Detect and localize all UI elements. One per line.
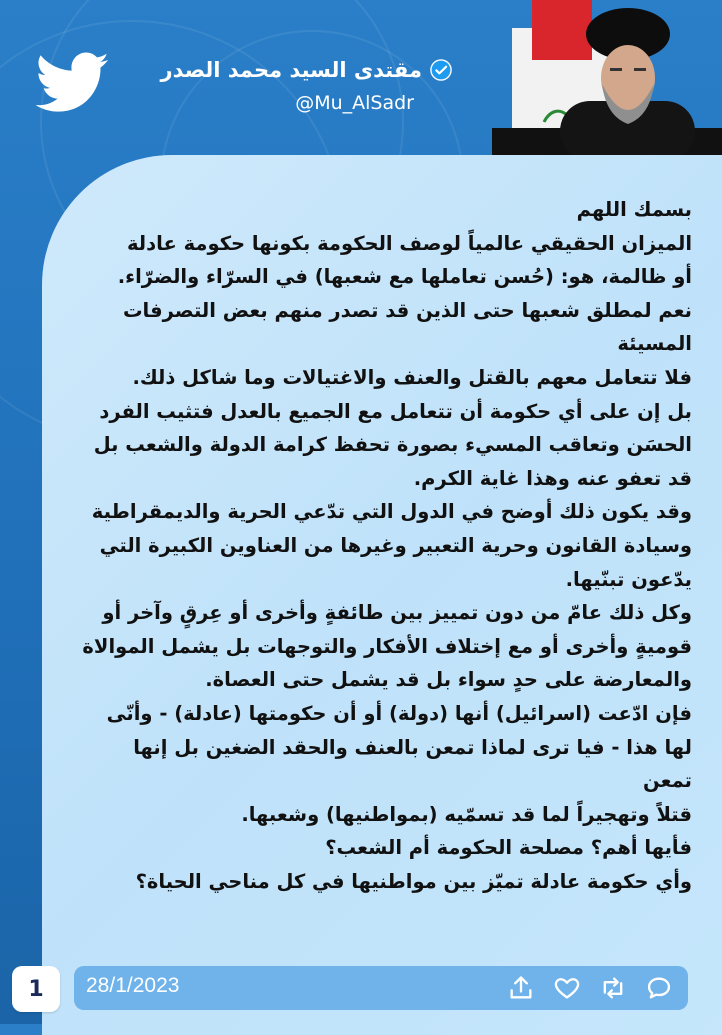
tweet-action-bar bbox=[74, 966, 688, 1010]
profile-name[interactable]: مقتدى السيد محمد الصدر bbox=[160, 58, 422, 82]
profile-photo bbox=[492, 0, 722, 155]
verified-badge-icon bbox=[430, 59, 452, 81]
twitter-bird-icon bbox=[36, 52, 110, 114]
reply-icon[interactable] bbox=[644, 974, 674, 1002]
retweet-icon[interactable] bbox=[598, 974, 628, 1002]
tweet-text: بسمك اللهم الميزان الحقيقي عالمياً لوصف الحكومة بكونها حكومة عادلة أو ظالمة، هو: (حُسن تعاملها مع شعبها) في السرّاء والضرّاء. نعم لمطلق شعبها حتى الذين قد تصدر منهم بعض التصرفات المسيئة فلا تتعامل معهم بالقتل والعنف والاغتيالات وما شاكل ذلك. بل إن على أي حكومة أن تتعامل مع الجميع بالعدل فتثيب الفرد الحسَن وتعاقب المسيء بصورة تحفظ كرامة الدولة والشعب بل قد تعفو عنه وهذا غاية الكرم. وقد يكون ذلك أوضح في الدول التي تدّعي الحرية والديمقراطية وسيادة القانون وحرية التعبير وغيرها من العناوين الكبيرة التي يدّعون تبنّيها. وكل ذلك عامّ من دون تمييز بين طائفةٍ وأخرى أو عِرقٍ وآخر أو قوميةٍ وأخرى أو مع إختلاف الأفكار والتوجهات بل يشمل الموالاة والمعارضة على حدٍ سواء بل قد يشمل حتى العصاة. فإن ادّعت (اسرائيل) أنها (دولة) أو أن حكومتها (عادلة) - وأنّى لها هذا - فيا ترى لماذا تمعن بالعنف والحقد الضغين بل إنها تمعن قتلاً وتهجيراً لما قد تسمّيه (بمواطنيها) وشعبها. فأيها أهم؟ مصلحة الحكومة أم الشعب؟ وأي حكومة عادلة تميّز بين مواطنيها في كل مناحي الحياة؟ bbox=[82, 198, 692, 893]
tweet-actions bbox=[506, 974, 674, 1002]
share-icon[interactable] bbox=[506, 974, 536, 1002]
tweet-date: 28/1/2023 bbox=[86, 974, 180, 997]
person-portrait bbox=[550, 6, 700, 155]
profile-handle[interactable]: @Mu_AlSadr bbox=[295, 92, 414, 114]
heart-icon[interactable] bbox=[552, 974, 582, 1002]
page-number-badge: 1 bbox=[12, 966, 60, 1012]
profile-header bbox=[161, 58, 453, 114]
